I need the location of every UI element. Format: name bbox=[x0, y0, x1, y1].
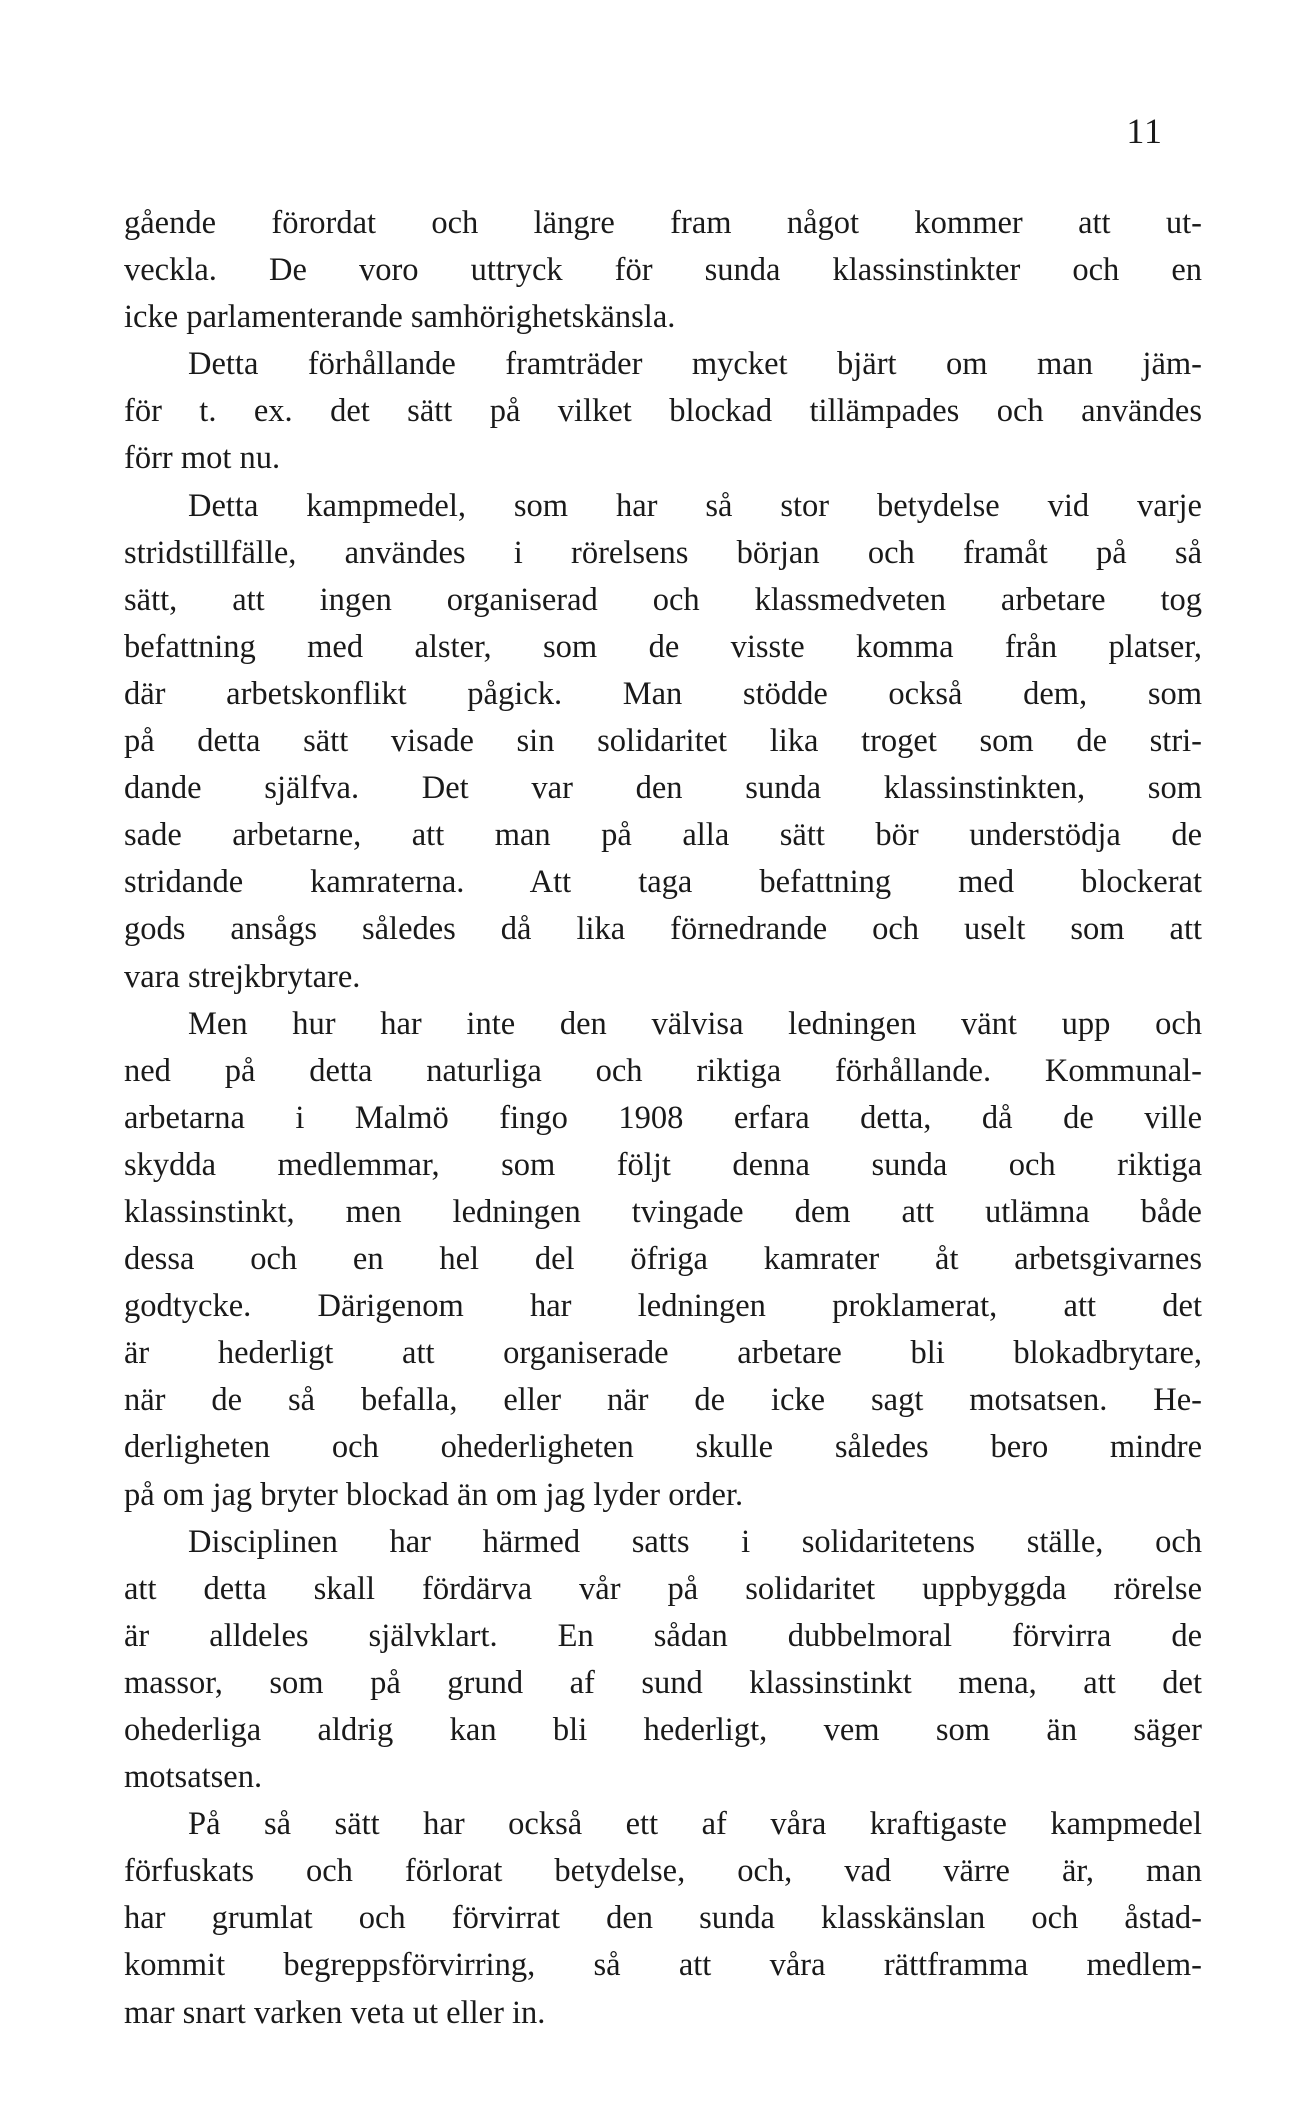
text-line: dessa och en hel del öfriga kamrater åt arbetsgivarnes bbox=[124, 1241, 1202, 1278]
text-line: ned på detta naturliga och riktiga förhållande. Kommunal- bbox=[124, 1052, 1202, 1089]
text-line: dande själfva. Det var den sunda klassinstinkten, som bbox=[124, 770, 1202, 807]
text-line: derligheten och ohederligheten skulle således bero mindre bbox=[124, 1429, 1202, 1466]
text-line: gods ansågs således då lika förnedrande och uselt som att bbox=[124, 911, 1202, 948]
text-line: sätt, att ingen organiserad och klassmedveten arbetare tog bbox=[124, 581, 1202, 618]
text-line: stridstillfälle, användes i rörelsens början och framåt på så bbox=[124, 534, 1202, 571]
body-text bbox=[124, 200, 1202, 2037]
page-number: 11 bbox=[1126, 111, 1163, 151]
text-line: förfuskats och förlorat betydelse, och, vad värre är, man bbox=[124, 1853, 1202, 1890]
text-line: veckla. De voro uttryck för sunda klassinstinkter och en bbox=[124, 252, 1202, 289]
text-line: har grumlat och förvirrat den sunda klasskänslan och åstad- bbox=[124, 1900, 1202, 1937]
text-line: Men hur har inte den välvisa ledningen vänt upp och bbox=[188, 1005, 1202, 1042]
text-line: är alldeles självklart. En sådan dubbelmoral förvirra de bbox=[124, 1617, 1202, 1654]
text-line: godtycke. Därigenom har ledningen proklamerat, att det bbox=[124, 1288, 1202, 1325]
text-line: förr mot nu. bbox=[124, 440, 281, 477]
text-line: befattning med alster, som de visste komma från platser, bbox=[124, 628, 1202, 665]
text-line: gående förordat och längre fram något kommer att ut- bbox=[124, 205, 1202, 241]
text-line: mar snart varken veta ut eller in. bbox=[124, 1994, 546, 2031]
text-line: icke parlamenterande samhörighetskänsla. bbox=[124, 299, 676, 336]
text-line: när de så befalla, eller när de icke sagt motsatsen. He- bbox=[124, 1382, 1202, 1419]
text-line: klassinstinkt, men ledningen tvingade dem att utlämna både bbox=[124, 1193, 1202, 1230]
text-line: för t. ex. det sätt på vilket blockad tillämpades och användes bbox=[124, 393, 1202, 430]
text-line: stridande kamraterna. Att taga befattning med blockerat bbox=[124, 864, 1202, 901]
text-line: massor, som på grund af sund klassinstinkt mena, att det bbox=[124, 1664, 1202, 1701]
text-line: där arbetskonflikt pågick. Man stödde också dem, som bbox=[124, 675, 1202, 712]
text-line: Disciplinen har härmed satts i solidaritetens ställe, och bbox=[188, 1523, 1202, 1560]
text-line: är hederligt att organiserade arbetare bli blokadbrytare, bbox=[124, 1335, 1202, 1372]
text-line: ohederliga aldrig kan bli hederligt, vem som än säger bbox=[124, 1712, 1202, 1748]
text-line: sade arbetarne, att man på alla sätt bör understödja de bbox=[124, 817, 1202, 854]
text-line: kommit begreppsförvirring, så att våra rättframma medlem- bbox=[124, 1947, 1202, 1984]
text-line: Detta kampmedel, som har så stor betydelse vid varje bbox=[188, 487, 1202, 524]
text-line: Detta förhållande framträder mycket bjärt om man jäm- bbox=[188, 346, 1202, 383]
text-line: motsatsen. bbox=[124, 1759, 263, 1796]
text-line: arbetarna i Malmö fingo 1908 erfara detta, då de ville bbox=[124, 1099, 1202, 1136]
text-line: På så sätt har också ett af våra kraftigaste kampmedel bbox=[188, 1806, 1202, 1843]
text-line: vara strejkbrytare. bbox=[124, 958, 361, 995]
text-line: på detta sätt visade sin solidaritet lika troget som de stri- bbox=[124, 723, 1202, 760]
text-line: på om jag bryter blockad än om jag lyder order. bbox=[124, 1476, 744, 1513]
text-line: att detta skall fördärva vår på solidaritet uppbyggda rörelse bbox=[124, 1570, 1202, 1607]
text-line: skydda medlemmar, som följt denna sunda och riktiga bbox=[124, 1146, 1202, 1183]
